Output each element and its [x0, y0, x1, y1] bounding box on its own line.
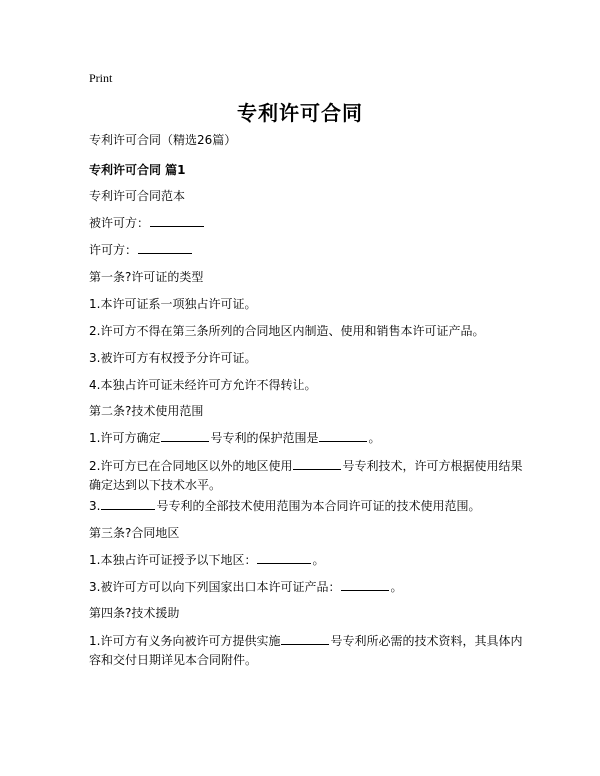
article-3-heading: 第三条?合同地区 [89, 526, 180, 540]
licensee-blank [150, 214, 204, 227]
article-4-heading: 第四条?技术援助 [89, 606, 180, 620]
article-3-clause-1 [89, 551, 529, 570]
clause-text: 3. [89, 499, 101, 513]
clause-text: 号专利所必需的技术资料，其具体内容和交付日期详见本合同附件。 [89, 634, 523, 667]
clause-text: 1.本独占许可证授予以下地区： [89, 553, 257, 567]
clause-text: 。 [368, 431, 381, 445]
article-4-clause-1 [89, 632, 529, 670]
licensor-blank [138, 241, 192, 254]
blank-field [293, 457, 341, 470]
clause-text: 号专利的保护范围是 [210, 431, 319, 445]
licensee-line [89, 214, 529, 233]
licensor-line [89, 241, 529, 260]
document-title: 专利许可合同 [237, 101, 363, 125]
clause-text: 。 [312, 553, 325, 567]
article-2-heading: 第二条?技术使用范围 [89, 404, 204, 418]
blank-field [101, 497, 155, 510]
licensor-label: 许可方： [89, 243, 138, 257]
sample-heading: 专利许可合同范本 [89, 189, 186, 203]
article-2-clause-2 [89, 457, 529, 495]
clause-text: 。 [390, 580, 403, 594]
blank-field [341, 578, 389, 591]
section-heading: 专利许可合同 篇1 [89, 163, 186, 177]
article-1-clause-1: 1.本许可证系一项独占许可证。 [89, 297, 257, 311]
article-2-clause-1 [89, 429, 529, 448]
blank-field [161, 429, 209, 442]
blank-field [319, 429, 367, 442]
print-label: Print [89, 71, 113, 85]
article-1-clause-2: 2.许可方不得在第三条所列的合同地区内制造、使用和销售本许可证产品。 [89, 324, 485, 338]
article-3-clause-3 [89, 578, 529, 597]
clause-text: 1.许可方确定 [89, 431, 161, 445]
article-1-clause-4: 4.本独占许可证未经许可方允许不得转让。 [89, 378, 317, 392]
article-2-clause-3 [89, 497, 529, 516]
clause-text: 1.许可方有义务向被许可方提供实施 [89, 634, 281, 648]
blank-field [257, 551, 311, 564]
article-1-heading: 第一条?许可证的类型 [89, 270, 204, 284]
licensee-label: 被许可方： [89, 216, 150, 230]
blank-field [281, 632, 329, 645]
clause-text: 3.被许可方可以向下列国家出口本许可证产品： [89, 580, 341, 594]
clause-text: 2.许可方已在合同地区以外的地区使用 [89, 459, 293, 473]
clause-text: 号专利技术，许可方根据使用结果确定达到以下技术水平。 [89, 459, 523, 492]
clause-text: 号专利的全部技术使用范围为本合同许可证的技术使用范围。 [156, 499, 481, 513]
subtitle: 专利许可合同（精选26篇） [89, 133, 237, 147]
article-1-clause-3: 3.被许可方有权授予分许可证。 [89, 351, 257, 365]
